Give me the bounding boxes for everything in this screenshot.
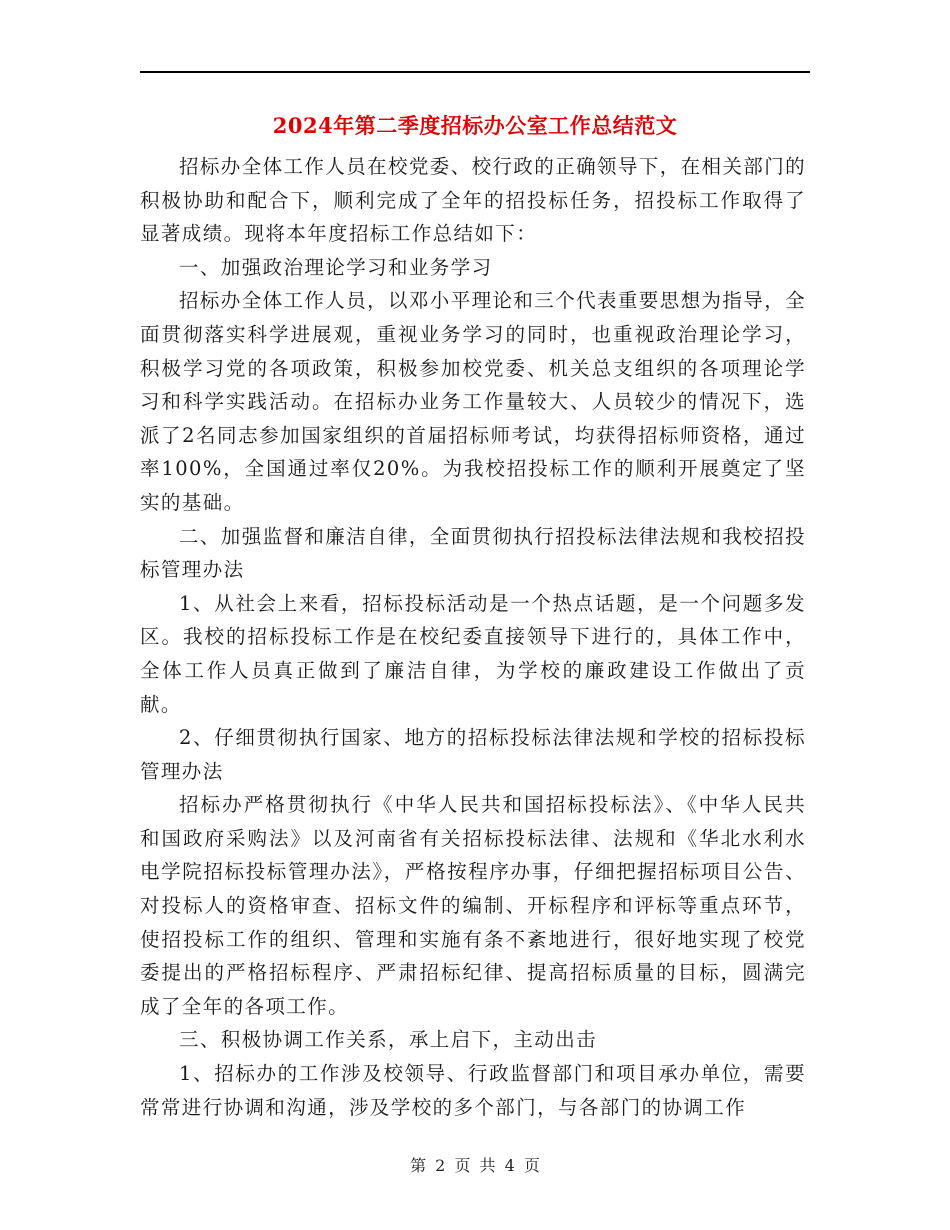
section-heading-1: 一、加强政治理论学习和业务学习 [179,255,493,279]
section-heading-3: 三、积极协调工作关系，承上启下，主动出击 [179,1028,598,1052]
intro-paragraph: 招标办全体工作人员在校党委、校行政的正确领导下，在相关部门的积极协助和配合下，顺利完成了全年的招投标任务，招投标工作取得了显著成绩。现将本年度招标工作总结如下： [140,155,807,246]
document-title: 2024年第二季度招标办公室工作总结范文 [272,113,678,138]
paragraph: 1、招标办的工作涉及校领导、行政监督部门和项目承办单位，需要常常进行协调和沟通，涉及学校的多个部门，与各部门的协调工作 [140,1062,806,1119]
page-number-footer: 第 2 页 共 4 页 [410,1156,540,1175]
section-heading-2: 二、加强监督和廉洁自律，全面贯彻执行招投标法律法规和我校招投标管理办法 [140,524,807,582]
paragraph: 招标办严格贯彻执行《中华人民共和国招标投标法》、《中华人民共和国政府采购法》以及河南省有关招标投标法律、法规和《华北水利水电学院招标投标管理办法》，严格按程序办事，仔细把握招标项目公告、对投标人的资格审查、招标文件的编制、开标程序和评标等重点环节，使招投标工作的组织、管理和实施有条不紊地进行，很好地实现了校党委提出的严格招标程序、严肃招标纪律、提高招标质量的目标，圆满完成了全年的各项工作。 [140,793,806,1018]
subheading: 2、仔细贯彻执行国家、地方的招标投标法律法规和学校的招标投标管理办法 [140,726,806,783]
header-rule [140,71,810,73]
document-body [140,150,806,1124]
paragraph: 1、从社会上来看，招标投标活动是一个热点话题，是一个问题多发区。我校的招标投标工作是在校纪委直接领导下进行的，具体工作中，全体工作人员真正做到了廉洁自律，为学校的廉政建设工作做出了贡献。 [140,591,806,716]
paragraph: 招标办全体工作人员，以邓小平理论和三个代表重要思想为指导，全面贯彻落实科学进展观，重视业务学习的同时，也重视政治理论学习，积极学习党的各项政策，积极参加校党委、机关总支组织的各项理论学习和科学实践活动。在招标办业务工作量较大、人员较少的情况下，选派了2名同志参加国家组织的首届招标师考试，均获得招标师资格，通过率100%，全国通过率仅20%。为我校招投标工作的顺利开展奠定了坚实的基础。 [140,289,807,514]
